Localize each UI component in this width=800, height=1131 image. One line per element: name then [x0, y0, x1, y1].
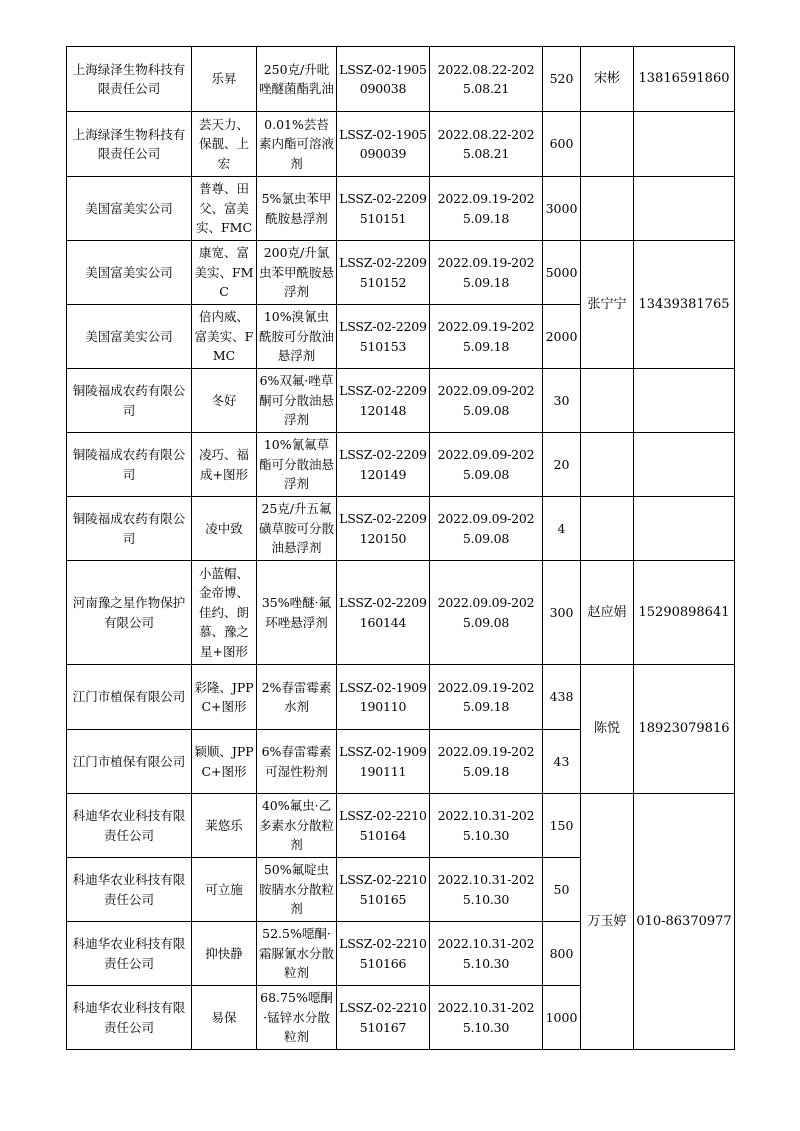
certificate-code: LSSZ-02-2209120148 [337, 369, 430, 433]
quantity: 1000 [543, 986, 581, 1050]
validity-period: 2022.09.09-2025.09.08 [430, 369, 543, 433]
company-name: 河南豫之星作物保护有限公司 [67, 561, 192, 665]
table-row [67, 241, 735, 305]
brand-name: 莱悠乐 [192, 794, 257, 858]
company-name: 科迪华农业科技有限责任公司 [67, 858, 192, 922]
contact-person: 万玉婷 [581, 794, 634, 1050]
company-name: 科迪华农业科技有限责任公司 [67, 922, 192, 986]
contact-phone: 13816591860 [634, 47, 735, 112]
quantity: 43 [543, 730, 581, 794]
contact-phone [634, 177, 735, 241]
certificate-code: LSSZ-02-1905090038 [337, 47, 430, 112]
quantity: 600 [543, 112, 581, 177]
quantity: 30 [543, 369, 581, 433]
table-row [67, 47, 735, 112]
company-name: 科迪华农业科技有限责任公司 [67, 986, 192, 1050]
product-name: 200克/升氯虫苯甲酰胺悬浮剂 [257, 241, 337, 305]
product-name: 50%氟啶虫胺腈水分散粒剂 [257, 858, 337, 922]
brand-name: 凌巧、福成+图形 [192, 433, 257, 497]
company-name: 美国富美实公司 [67, 305, 192, 369]
certificate-code: LSSZ-02-2209510153 [337, 305, 430, 369]
validity-period: 2022.09.09-2025.09.08 [430, 561, 543, 665]
validity-period: 2022.09.19-2025.09.18 [430, 730, 543, 794]
certificate-code: LSSZ-02-2210510164 [337, 794, 430, 858]
company-name: 科迪华农业科技有限责任公司 [67, 794, 192, 858]
brand-name: 冬好 [192, 369, 257, 433]
certificate-code: LSSZ-02-2209510152 [337, 241, 430, 305]
contact-phone: 13439381765 [634, 241, 735, 369]
contact-phone [634, 112, 735, 177]
product-name: 40%氟虫·乙多素水分散粒剂 [257, 794, 337, 858]
certificate-code: LSSZ-02-2209120150 [337, 497, 430, 561]
contact-person [581, 112, 634, 177]
brand-name: 彩隆、JPPC+图形 [192, 665, 257, 730]
brand-name: 普尊、田父、富美实、FMC [192, 177, 257, 241]
product-name: 2%春雷霉素水剂 [257, 665, 337, 730]
quantity: 5000 [543, 241, 581, 305]
product-name: 35%唑醚·氟环唑悬浮剂 [257, 561, 337, 665]
brand-name: 可立施 [192, 858, 257, 922]
table-row [67, 433, 735, 497]
table-row [67, 794, 735, 858]
product-name: 10%氰氟草酯可分散油悬浮剂 [257, 433, 337, 497]
validity-period: 2022.10.31-2025.10.30 [430, 858, 543, 922]
validity-period: 2022.10.31-2025.10.30 [430, 794, 543, 858]
contact-person [581, 497, 634, 561]
certificate-code: LSSZ-02-2209160144 [337, 561, 430, 665]
table-row [67, 561, 735, 665]
company-name: 铜陵福成农药有限公司 [67, 369, 192, 433]
quantity: 20 [543, 433, 581, 497]
product-name: 10%溴氰虫酰胺可分散油悬浮剂 [257, 305, 337, 369]
validity-period: 2022.09.19-2025.09.18 [430, 665, 543, 730]
quantity: 2000 [543, 305, 581, 369]
quantity: 150 [543, 794, 581, 858]
certificate-code: LSSZ-02-2210510165 [337, 858, 430, 922]
contact-phone: 18923079816 [634, 665, 735, 794]
company-name: 上海绿泽生物科技有限责任公司 [67, 112, 192, 177]
product-name: 250克/升吡唑醚菌酯乳油 [257, 47, 337, 112]
validity-period: 2022.09.19-2025.09.18 [430, 241, 543, 305]
brand-name: 易保 [192, 986, 257, 1050]
quantity: 3000 [543, 177, 581, 241]
company-name: 美国富美实公司 [67, 177, 192, 241]
table-row [67, 112, 735, 177]
company-name: 美国富美实公司 [67, 241, 192, 305]
brand-name: 小蓝帽、金帝博、佳约、朗慕、豫之星+图形 [192, 561, 257, 665]
validity-period: 2022.08.22-2025.08.21 [430, 112, 543, 177]
product-name: 5%氯虫苯甲酰胺悬浮剂 [257, 177, 337, 241]
contact-person: 赵应娟 [581, 561, 634, 665]
validity-period: 2022.08.22-2025.08.21 [430, 47, 543, 112]
table-row [67, 497, 735, 561]
quantity: 520 [543, 47, 581, 112]
brand-name: 抑快静 [192, 922, 257, 986]
validity-period: 2022.09.09-2025.09.08 [430, 497, 543, 561]
contact-phone [634, 369, 735, 433]
contact-person [581, 177, 634, 241]
certificate-code: LSSZ-02-2210510166 [337, 922, 430, 986]
company-name: 上海绿泽生物科技有限责任公司 [67, 47, 192, 112]
company-name: 铜陵福成农药有限公司 [67, 433, 192, 497]
product-name: 52.5%噁酮·霜脲氰水分散粒剂 [257, 922, 337, 986]
validity-period: 2022.09.19-2025.09.18 [430, 177, 543, 241]
brand-name: 倍内威、富美实、FMC [192, 305, 257, 369]
certificate-code: LSSZ-02-1909190111 [337, 730, 430, 794]
quantity: 50 [543, 858, 581, 922]
product-name: 68.75%噁酮·锰锌水分散粒剂 [257, 986, 337, 1050]
table-row [67, 665, 735, 730]
certificate-code: LSSZ-02-1905090039 [337, 112, 430, 177]
contact-person [581, 369, 634, 433]
quantity: 300 [543, 561, 581, 665]
brand-name: 乐昇 [192, 47, 257, 112]
certificate-code: LSSZ-02-2210510167 [337, 986, 430, 1050]
contact-person: 陈悦 [581, 665, 634, 794]
contact-person [581, 433, 634, 497]
validity-period: 2022.10.31-2025.10.30 [430, 986, 543, 1050]
product-name: 0.01%芸苔素内酯可溶液剂 [257, 112, 337, 177]
product-name: 6%双氟·唑草酮可分散油悬浮剂 [257, 369, 337, 433]
brand-name: 芸天力、保靓、上宏 [192, 112, 257, 177]
company-name: 铜陵福成农药有限公司 [67, 497, 192, 561]
contact-phone [634, 497, 735, 561]
certificate-code: LSSZ-02-1909190110 [337, 665, 430, 730]
quantity: 438 [543, 665, 581, 730]
table-row [67, 369, 735, 433]
certificate-code: LSSZ-02-2209510151 [337, 177, 430, 241]
certificate-table [66, 46, 735, 1050]
contact-phone [634, 433, 735, 497]
brand-name: 颖顺、JPPC+图形 [192, 730, 257, 794]
certificate-code: LSSZ-02-2209120149 [337, 433, 430, 497]
validity-period: 2022.09.19-2025.09.18 [430, 305, 543, 369]
brand-name: 凌中致 [192, 497, 257, 561]
contact-phone: 010-86370977 [634, 794, 735, 1050]
contact-person: 宋彬 [581, 47, 634, 112]
validity-period: 2022.09.09-2025.09.08 [430, 433, 543, 497]
brand-name: 康宽、富美实、FMC [192, 241, 257, 305]
contact-phone: 15290898641 [634, 561, 735, 665]
product-name: 6%春雷霉素可湿性粉剂 [257, 730, 337, 794]
validity-period: 2022.10.31-2025.10.30 [430, 922, 543, 986]
quantity: 4 [543, 497, 581, 561]
product-name: 25克/升五氟磺草胺可分散油悬浮剂 [257, 497, 337, 561]
quantity: 800 [543, 922, 581, 986]
company-name: 江门市植保有限公司 [67, 665, 192, 730]
company-name: 江门市植保有限公司 [67, 730, 192, 794]
contact-person: 张宁宁 [581, 241, 634, 369]
table-row [67, 177, 735, 241]
